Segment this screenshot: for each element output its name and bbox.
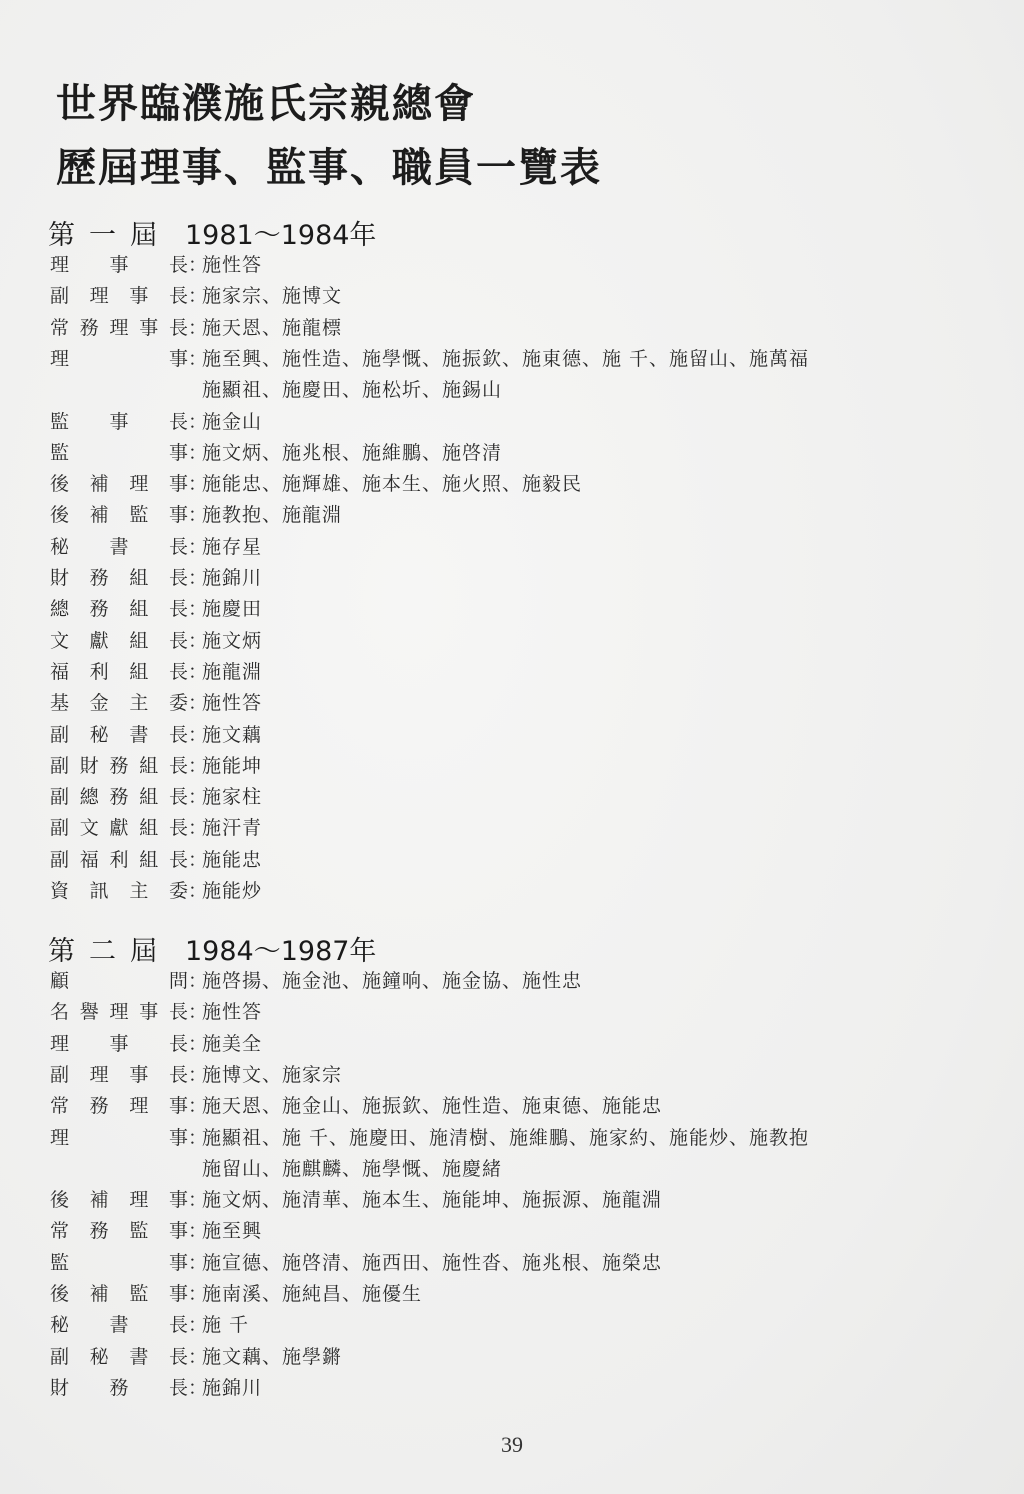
position-label: 理 事 <box>50 1126 188 1149</box>
position-label: 副 總 務 組 長 <box>50 786 188 809</box>
position-label: 顧 問 <box>50 970 188 992</box>
colon-separator: ： <box>188 754 208 777</box>
roster-row <box>50 501 342 529</box>
colon-separator: ： <box>188 723 208 746</box>
member-names: 施博文、施家宗 <box>202 1063 343 1086</box>
member-names: 施文藕 <box>202 723 263 746</box>
position-label: 後 補 監 事 <box>50 504 188 527</box>
position-label: 文 獻 組 長 <box>50 629 188 652</box>
position-label: 後 補 理 事 <box>50 1189 188 1212</box>
colon-separator: ： <box>188 629 208 652</box>
position-label: 監 事 長 <box>50 410 188 433</box>
position-label: 秘 書 長 <box>50 1314 188 1337</box>
position-label: 副 秘 書 長 <box>50 723 188 746</box>
roster-row <box>50 752 262 780</box>
position-label: 副 文 獻 組 長 <box>50 817 188 840</box>
member-names: 施錦川 <box>202 1376 263 1399</box>
member-names: 施能坤 <box>202 754 263 777</box>
position-label: 監 事 <box>50 1251 188 1274</box>
position-label: 財 務 組 長 <box>50 567 188 589</box>
colon-separator: ： <box>188 254 208 276</box>
roster-row <box>50 998 262 1026</box>
position-label: 副 理 事 長 <box>50 285 188 308</box>
roster-row <box>50 1311 249 1339</box>
position-label: 財 務 長 <box>50 1376 188 1399</box>
colon-separator: ： <box>188 1283 208 1305</box>
roster-row <box>50 282 342 310</box>
member-names: 施顯祖、施 千、施慶田、施清樹、施維鵬、施家約、施能炒、施教抱 <box>202 1126 810 1149</box>
roster-row <box>50 689 262 717</box>
position-label: 理 事 <box>50 347 188 370</box>
member-names: 施啓揚、施金池、施鐘响、施金協、施性忠 <box>202 970 583 992</box>
member-names: 施性答 <box>202 692 263 715</box>
member-names: 施美全 <box>202 1032 263 1055</box>
position-label: 後 補 監 事 <box>50 1283 188 1305</box>
colon-separator: ： <box>188 473 208 496</box>
position-label: 副 理 事 長 <box>50 1063 188 1086</box>
colon-separator: ： <box>188 1251 208 1274</box>
member-names: 施能炒 <box>202 880 263 902</box>
member-names: 施至興、施性造、施學慨、施振欽、施東德、施 千、施留山、施萬福 <box>202 347 810 370</box>
term-name: 第一屆 <box>48 220 171 251</box>
colon-separator: ： <box>188 1314 208 1337</box>
position-label: 副 福 利 組 長 <box>50 848 188 871</box>
member-names: 施宣德、施啓清、施西田、施性沓、施兆根、施榮忠 <box>202 1251 663 1274</box>
member-names: 施能忠、施輝雄、施本生、施火照、施毅民 <box>202 473 583 496</box>
member-names-continued: 施留山、施麒麟、施學慨、施慶緒 <box>202 1157 503 1180</box>
member-names: 施文炳、施清華、施本生、施能坤、施振源、施龍淵 <box>202 1189 663 1212</box>
position-label: 副 秘 書 長 <box>50 1345 188 1368</box>
position-label: 常 務 理 事 <box>50 1095 188 1118</box>
member-names: 施汗青 <box>202 817 263 840</box>
colon-separator: ： <box>188 316 208 339</box>
member-names: 施文炳 <box>202 629 263 652</box>
position-label: 理 事 長 <box>50 254 188 276</box>
member-names-continued: 施顯祖、施慶田、施松圻、施錫山 <box>202 379 503 402</box>
document-title-line2: 歷屆理事、監事、職員一覽表 <box>56 145 602 191</box>
colon-separator: ： <box>188 347 208 370</box>
roster-row <box>50 721 262 749</box>
position-label: 秘 書 長 <box>50 535 188 558</box>
colon-separator: ： <box>188 848 208 871</box>
colon-separator: ： <box>188 1376 208 1399</box>
roster-row <box>50 470 582 498</box>
position-label: 資 訊 主 委 <box>50 880 188 902</box>
roster-row <box>50 1343 342 1371</box>
term-years: 1984～1987年 <box>185 936 377 967</box>
roster-row <box>50 1030 262 1058</box>
roster-row <box>50 1249 662 1277</box>
roster-row <box>50 1061 342 1089</box>
term-years: 1981～1984年 <box>185 220 377 251</box>
member-names: 施性答 <box>202 254 263 276</box>
term-heading <box>48 222 376 249</box>
roster-row <box>50 783 262 811</box>
roster-row <box>50 564 262 592</box>
roster-row <box>50 1092 662 1120</box>
member-names: 施文藕、施學鏘 <box>202 1345 343 1368</box>
member-names: 施家柱 <box>202 786 263 809</box>
colon-separator: ： <box>188 786 208 809</box>
roster-row <box>50 1124 809 1152</box>
position-label: 常 務 理 事 長 <box>50 316 188 339</box>
member-names: 施教抱、施龍淵 <box>202 504 343 527</box>
member-names: 施錦川 <box>202 567 263 589</box>
member-names: 施 千 <box>202 1314 250 1337</box>
roster-row <box>50 345 809 373</box>
roster-row <box>50 251 262 279</box>
colon-separator: ： <box>188 285 208 308</box>
roster-row <box>50 533 262 561</box>
roster-row <box>50 1186 662 1214</box>
member-names: 施性答 <box>202 1001 263 1024</box>
roster-row <box>50 814 262 842</box>
colon-separator: ： <box>188 1345 208 1368</box>
colon-separator: ： <box>188 567 208 589</box>
member-names: 施天恩、施龍標 <box>202 316 343 339</box>
position-label: 理 事 長 <box>50 1032 188 1055</box>
member-names: 施家宗、施博文 <box>202 285 343 308</box>
member-names: 施存星 <box>202 535 263 558</box>
roster-row <box>50 877 262 905</box>
member-names: 施慶田 <box>202 598 263 621</box>
position-label: 副 財 務 組 長 <box>50 754 188 777</box>
colon-separator: ： <box>188 535 208 558</box>
position-label: 名 譽 理 事 長 <box>50 1001 188 1024</box>
colon-separator: ： <box>188 660 208 683</box>
colon-separator: ： <box>188 970 208 992</box>
member-names: 施至興 <box>202 1220 263 1243</box>
colon-separator: ： <box>188 692 208 715</box>
term-heading <box>48 938 376 965</box>
colon-separator: ： <box>188 1063 208 1086</box>
colon-separator: ： <box>188 1220 208 1243</box>
member-names: 施南溪、施純昌、施優生 <box>202 1283 423 1305</box>
position-label: 常 務 監 事 <box>50 1220 188 1243</box>
member-names: 施天恩、施金山、施振欽、施性造、施東德、施能忠 <box>202 1095 663 1118</box>
colon-separator: ： <box>188 1189 208 1212</box>
document-title-line1: 世界臨濮施氏宗親總會 <box>56 81 476 127</box>
roster-row <box>50 439 502 467</box>
roster-row <box>50 314 342 342</box>
colon-separator: ： <box>188 817 208 840</box>
colon-separator: ： <box>188 410 208 433</box>
roster-row <box>50 408 262 436</box>
position-label: 基 金 主 委 <box>50 692 188 715</box>
roster-row <box>50 627 262 655</box>
roster-row <box>50 595 262 623</box>
roster-row <box>50 967 582 995</box>
colon-separator: ： <box>188 504 208 527</box>
colon-separator: ： <box>188 1095 208 1118</box>
term-name: 第二屆 <box>48 936 171 967</box>
member-names: 施文炳、施兆根、施維鵬、施啓清 <box>202 441 503 464</box>
colon-separator: ： <box>188 598 208 621</box>
roster-row <box>50 1280 422 1308</box>
position-label: 監 事 <box>50 441 188 464</box>
roster-row <box>50 846 262 874</box>
colon-separator: ： <box>188 1001 208 1024</box>
colon-separator: ： <box>188 441 208 464</box>
position-label: 後 補 理 事 <box>50 473 188 496</box>
member-names: 施龍淵 <box>202 660 263 683</box>
position-label: 總 務 組 長 <box>50 598 188 621</box>
position-label: 福 利 組 長 <box>50 660 188 683</box>
member-names: 施金山 <box>202 410 263 433</box>
roster-row <box>50 658 262 686</box>
colon-separator: ： <box>188 1126 208 1149</box>
roster-row <box>50 1217 262 1245</box>
colon-separator: ： <box>188 880 208 902</box>
roster-row <box>50 1374 262 1402</box>
page-number: 39 <box>501 1432 523 1457</box>
member-names: 施能忠 <box>202 848 263 871</box>
colon-separator: ： <box>188 1032 208 1055</box>
